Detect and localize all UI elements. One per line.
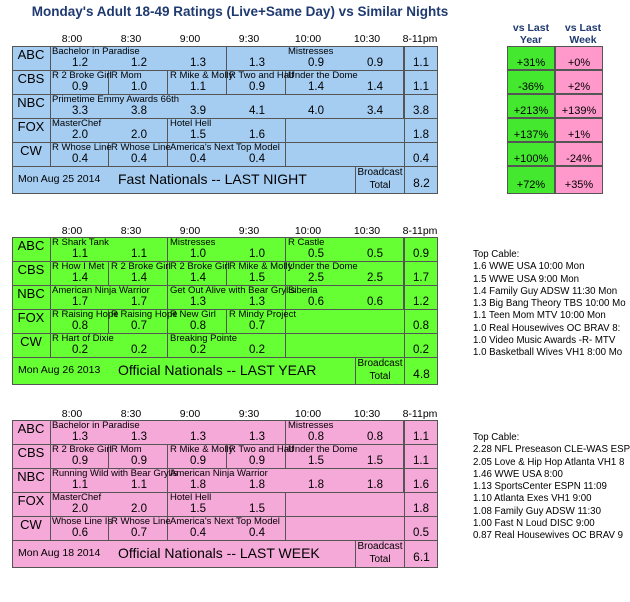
- rating-value: 2.5: [308, 272, 324, 284]
- rating-value: 1.0: [249, 248, 265, 260]
- rating-value: 0.2: [249, 344, 265, 356]
- rating-value: 1.3: [72, 431, 88, 443]
- network-label: NBC: [17, 469, 45, 484]
- vs-last-year-header: vs Last Year: [512, 22, 550, 46]
- time-label: 8:00: [61, 225, 83, 237]
- rating-value: 2.0: [131, 503, 147, 515]
- time-label: 8:30: [120, 33, 142, 45]
- show-name: R Shark Tank: [52, 237, 109, 248]
- top-cable-item: 1.13 SportsCenter ESPN 11:09: [473, 481, 607, 493]
- time-label: 9:00: [179, 408, 201, 420]
- rating-value: 0.7: [131, 527, 147, 539]
- rating-value: 1.1: [131, 248, 147, 260]
- time-label: 8:00: [61, 408, 83, 420]
- row-total: 0.9: [413, 248, 429, 260]
- show-name: R 2 Broke Girl: [52, 444, 112, 455]
- rating-value: 0.4: [72, 153, 88, 165]
- show-name: R Mike & Molly: [170, 444, 234, 455]
- row-total: 0.8: [413, 320, 429, 332]
- time-label: 10:30: [353, 225, 381, 237]
- show-name: Running Wild with Bear Grylls: [52, 468, 178, 479]
- rating-value: 0.4: [131, 153, 147, 165]
- time-label: 8-11pm: [402, 33, 438, 45]
- time-label: 10:30: [353, 408, 381, 420]
- time-label: 8:00: [61, 33, 83, 45]
- time-label: 10:00: [294, 408, 322, 420]
- rating-value: 0.6: [72, 527, 88, 539]
- vs-week-cell: +1%: [555, 118, 603, 142]
- network-label: CW: [20, 517, 42, 532]
- time-label: 8:30: [120, 408, 142, 420]
- network-label: ABC: [17, 47, 45, 62]
- show-name: R Castle: [288, 237, 325, 248]
- time-label: 9:30: [238, 33, 260, 45]
- row-total: 1.6: [413, 479, 429, 491]
- show-name: Primetime Emmy Awards 66th: [52, 94, 180, 105]
- rating-value: 1.0: [190, 248, 206, 260]
- rating-value: 1.1: [131, 479, 147, 491]
- show-name: America's Next Top Model: [170, 516, 280, 527]
- rating-value: 1.7: [72, 296, 88, 308]
- show-name: R Raising Hope: [52, 309, 119, 320]
- rating-value: 3.3: [72, 105, 88, 117]
- time-label: 8-11pm: [402, 408, 438, 420]
- time-label: 9:00: [179, 225, 201, 237]
- row-total: 0.5: [413, 527, 429, 539]
- rating-value: 1.3: [249, 57, 265, 69]
- rating-value: 0.2: [131, 344, 147, 356]
- rating-value: 1.5: [367, 455, 383, 467]
- show-name: MasterChef: [52, 118, 102, 129]
- rating-value: 1.7: [131, 296, 147, 308]
- rating-value: 0.9: [131, 455, 147, 467]
- network-label: ABC: [17, 238, 45, 253]
- row-total: 1.8: [413, 129, 429, 141]
- rating-value: 0.8: [308, 431, 324, 443]
- vs-year-total: +72%: [507, 166, 555, 194]
- vs-week-cell: +139%: [555, 94, 603, 118]
- time-label: 10:30: [353, 33, 381, 45]
- show-name: Breaking Pointe: [170, 333, 238, 344]
- time-label: 8-11pm: [402, 225, 438, 237]
- row-total: 1.7: [413, 272, 429, 284]
- show-name: American Ninja Warrior: [52, 285, 150, 296]
- rating-value: 1.8: [249, 479, 265, 491]
- rating-value: 4.0: [308, 105, 324, 117]
- show-name: R Hart of Dixie: [52, 333, 114, 344]
- show-name: R 2 Broke Girl: [111, 261, 171, 272]
- rating-value: 0.6: [308, 296, 324, 308]
- network-label: CBS: [17, 445, 45, 460]
- show-name: American Ninja Warrior: [170, 468, 268, 479]
- time-label: 10:00: [294, 225, 322, 237]
- top-cable-title: Top Cable:: [473, 249, 520, 260]
- rating-value: 0.5: [308, 248, 324, 260]
- rating-value: 1.3: [190, 431, 206, 443]
- show-name: Under the Dome: [288, 261, 358, 272]
- vs-week-cell: -24%: [555, 142, 603, 166]
- broadcast-total: 8.2: [404, 166, 438, 194]
- rating-value: 0.6: [367, 296, 383, 308]
- rating-value: 0.4: [190, 527, 206, 539]
- rating-value: 1.5: [249, 272, 265, 284]
- show-name: Hotel Hell: [170, 492, 212, 503]
- rating-value: 0.8: [367, 431, 383, 443]
- network-label: CBS: [17, 71, 45, 86]
- rating-value: 0.9: [308, 57, 324, 69]
- rating-value: 4.1: [249, 105, 265, 117]
- top-cable-item: 1.08 Family Guy ADSW 11:30: [473, 505, 601, 517]
- row-total: 1.1: [413, 455, 429, 467]
- show-name: R Whose Line: [52, 142, 112, 153]
- row-total: 3.8: [413, 105, 429, 117]
- show-name: R Raising Hope: [111, 309, 178, 320]
- rating-value: 1.4: [190, 272, 206, 284]
- time-label: 10:00: [294, 33, 322, 45]
- top-cable-item: 1.0 Video Music Awards -R- MTV: [473, 335, 616, 347]
- broadcast-total: 4.8: [404, 357, 438, 385]
- show-name: R Mike & Molly: [229, 261, 293, 272]
- top-cable-item: 1.0 Basketball Wives VH1 8:00 Mo: [473, 347, 623, 359]
- show-name: R Two and Half: [229, 70, 294, 81]
- broadcast-total-label: Broadcast Total: [355, 540, 404, 568]
- rating-value: 1.1: [72, 479, 88, 491]
- rating-value: 2.5: [367, 272, 383, 284]
- time-label: 8:30: [120, 225, 142, 237]
- top-cable-list: [473, 249, 626, 360]
- vs-week-total: +35%: [555, 166, 603, 194]
- rating-value: 1.3: [131, 431, 147, 443]
- rating-value: 3.8: [131, 105, 147, 117]
- rating-value: 1.3: [190, 296, 206, 308]
- rating-value: 0.9: [72, 455, 88, 467]
- rating-value: 0.7: [249, 320, 265, 332]
- rating-value: 0.8: [72, 320, 88, 332]
- rating-value: 0.8: [190, 320, 206, 332]
- network-label: CW: [20, 143, 42, 158]
- show-name: Whose Line Is: [52, 516, 113, 527]
- top-cable-item: 1.46 WWE USA 8:00: [473, 468, 563, 480]
- time-label: 9:30: [238, 408, 260, 420]
- rating-value: 1.4: [131, 272, 147, 284]
- show-name: R Mike & Molly: [170, 70, 234, 81]
- show-name: Under the Dome: [288, 444, 358, 455]
- network-label: NBC: [17, 95, 45, 110]
- show-name: MasterChef: [52, 492, 102, 503]
- top-cable-item: 2.28 NFL Preseason CLE-WAS ESP: [473, 444, 630, 456]
- show-name: R Whose Line: [111, 516, 171, 527]
- rating-value: 1.2: [72, 57, 88, 69]
- top-cable-item: 1.0 Real Housewives OC BRAV 8:: [473, 322, 621, 334]
- rating-value: 1.3: [249, 296, 265, 308]
- time-header: [12, 33, 472, 47]
- rating-value: 0.7: [131, 320, 147, 332]
- show-name: Siberia: [288, 285, 318, 296]
- section-name: Fast Nationals -- LAST NIGHT: [118, 171, 307, 187]
- show-name: R 2 Broke Girl: [170, 261, 230, 272]
- top-cable-item: 1.00 Fast N Loud DISC 9:00: [473, 518, 595, 530]
- rating-value: 1.5: [190, 503, 206, 515]
- time-label: 9:00: [179, 33, 201, 45]
- show-name: R Two and Half: [229, 444, 294, 455]
- row-total: 1.1: [413, 57, 429, 69]
- vs-year-cell: +100%: [507, 142, 555, 166]
- show-name: Get Out Alive with Bear Grylls: [170, 285, 296, 296]
- top-cable-item: 1.10 Atlanta Exes VH1 9:00: [473, 493, 592, 505]
- row-total: 1.1: [413, 431, 429, 443]
- rating-value: 1.8: [367, 479, 383, 491]
- show-name: R Whose Line: [111, 142, 171, 153]
- section-date: Mon Aug 25 2014: [18, 173, 101, 185]
- network-label: CW: [20, 334, 42, 349]
- top-cable-item: 1.1 Teen Mom MTV 10:00 Mon: [473, 310, 606, 322]
- top-cable-item: 1.5 WWE USA 9:00 Mon: [473, 273, 580, 285]
- vs-year-cell: +213%: [507, 94, 555, 118]
- rating-value: 1.4: [308, 81, 324, 93]
- show-name: Hotel Hell: [170, 118, 212, 129]
- section-name: Official Nationals -- LAST YEAR: [118, 362, 317, 378]
- rating-value: 0.2: [72, 344, 88, 356]
- rating-value: 0.5: [367, 248, 383, 260]
- top-cable-item: 1.6 WWE USA 10:00 Mon: [473, 261, 585, 273]
- rating-value: 1.4: [72, 272, 88, 284]
- section-date: Mon Aug 26 2013: [18, 364, 101, 376]
- top-cable-item: 0.87 Real Housewives OC BRAV 9: [473, 530, 624, 542]
- network-label: CBS: [17, 262, 45, 277]
- rating-value: 2.0: [72, 503, 88, 515]
- rating-value: 0.4: [190, 153, 206, 165]
- rating-value: 1.4: [367, 81, 383, 93]
- show-name: Mistresses: [288, 420, 334, 431]
- rating-value: 1.8: [190, 479, 206, 491]
- rating-value: 1.1: [72, 248, 88, 260]
- row-total: 1.1: [413, 81, 429, 93]
- show-name: R Mom: [111, 70, 142, 81]
- rating-value: 1.2: [131, 57, 147, 69]
- show-name: Mistresses: [288, 46, 334, 57]
- show-block: [50, 94, 404, 118]
- show-name: Under the Dome: [288, 70, 358, 81]
- rating-value: 1.0: [131, 81, 147, 93]
- top-cable-list: [473, 432, 630, 543]
- rating-value: 1.8: [308, 479, 324, 491]
- network-label: FOX: [17, 310, 45, 325]
- broadcast-total-label: Broadcast Total: [355, 357, 404, 385]
- broadcast-total: 6.1: [404, 540, 438, 568]
- top-cable-title: Top Cable:: [473, 432, 520, 443]
- rating-value: 1.5: [249, 503, 265, 515]
- vs-year-cell: +31%: [507, 46, 555, 70]
- network-label: FOX: [17, 493, 45, 508]
- show-name: America's Next Top Model: [170, 142, 280, 153]
- time-label: 9:30: [238, 225, 260, 237]
- rating-value: 1.5: [190, 129, 206, 141]
- row-total: 1.8: [413, 503, 429, 515]
- rating-value: 2.0: [131, 129, 147, 141]
- rating-value: 0.9: [367, 57, 383, 69]
- network-label: FOX: [17, 119, 45, 134]
- section-date: Mon Aug 18 2014: [18, 547, 101, 559]
- show-name: R How I Met: [52, 261, 105, 272]
- rating-value: 2.0: [72, 129, 88, 141]
- row-total: 1.2: [413, 296, 429, 308]
- top-cable-item: 2.05 Love & Hip Hop Atlanta VH1 8: [473, 456, 625, 468]
- rating-value: 0.4: [249, 153, 265, 165]
- section-name: Official Nationals -- LAST WEEK: [118, 545, 320, 561]
- rating-value: 0.9: [249, 455, 265, 467]
- show-name: R Mindy Project: [229, 309, 297, 320]
- top-cable-item: 1.3 Big Bang Theory TBS 10:00 Mo: [473, 298, 626, 310]
- row-total: 0.4: [413, 153, 429, 165]
- show-name: R New Girl: [170, 309, 216, 320]
- broadcast-total-label: Broadcast Total: [355, 166, 404, 194]
- top-cable-item: 1.4 Family Guy ADSW 11:30 Mon: [473, 285, 618, 297]
- rating-value: 1.6: [249, 129, 265, 141]
- rating-value: 0.4: [249, 527, 265, 539]
- show-name: R Mom: [111, 444, 142, 455]
- network-label: ABC: [17, 421, 45, 436]
- row-total: 0.2: [413, 344, 429, 356]
- vs-year-cell: +137%: [507, 118, 555, 142]
- rating-value: 0.2: [190, 344, 206, 356]
- rating-value: 0.9: [249, 81, 265, 93]
- vs-last-week-header: vs Last Week: [564, 22, 602, 46]
- show-name: Mistresses: [170, 237, 216, 248]
- network-label: NBC: [17, 286, 45, 301]
- show-name: Bachelor in Paradise: [52, 46, 140, 57]
- rating-value: 1.3: [249, 431, 265, 443]
- page-title: Monday's Adult 18-49 Ratings (Live+Same Day) vs Similar Nights: [31, 4, 449, 19]
- show-name: Bachelor in Paradise: [52, 420, 140, 431]
- rating-value: 1.1: [190, 81, 206, 93]
- rating-value: 3.9: [190, 105, 206, 117]
- rating-value: 0.9: [190, 455, 206, 467]
- rating-value: 0.9: [72, 81, 88, 93]
- rating-value: 1.5: [308, 455, 324, 467]
- show-name: R 2 Broke Girl: [52, 70, 112, 81]
- rating-value: 1.3: [190, 57, 206, 69]
- vs-week-cell: +0%: [555, 46, 603, 70]
- rating-value: 3.4: [367, 105, 383, 117]
- vs-year-cell: -36%: [507, 70, 555, 94]
- vs-week-cell: +2%: [555, 70, 603, 94]
